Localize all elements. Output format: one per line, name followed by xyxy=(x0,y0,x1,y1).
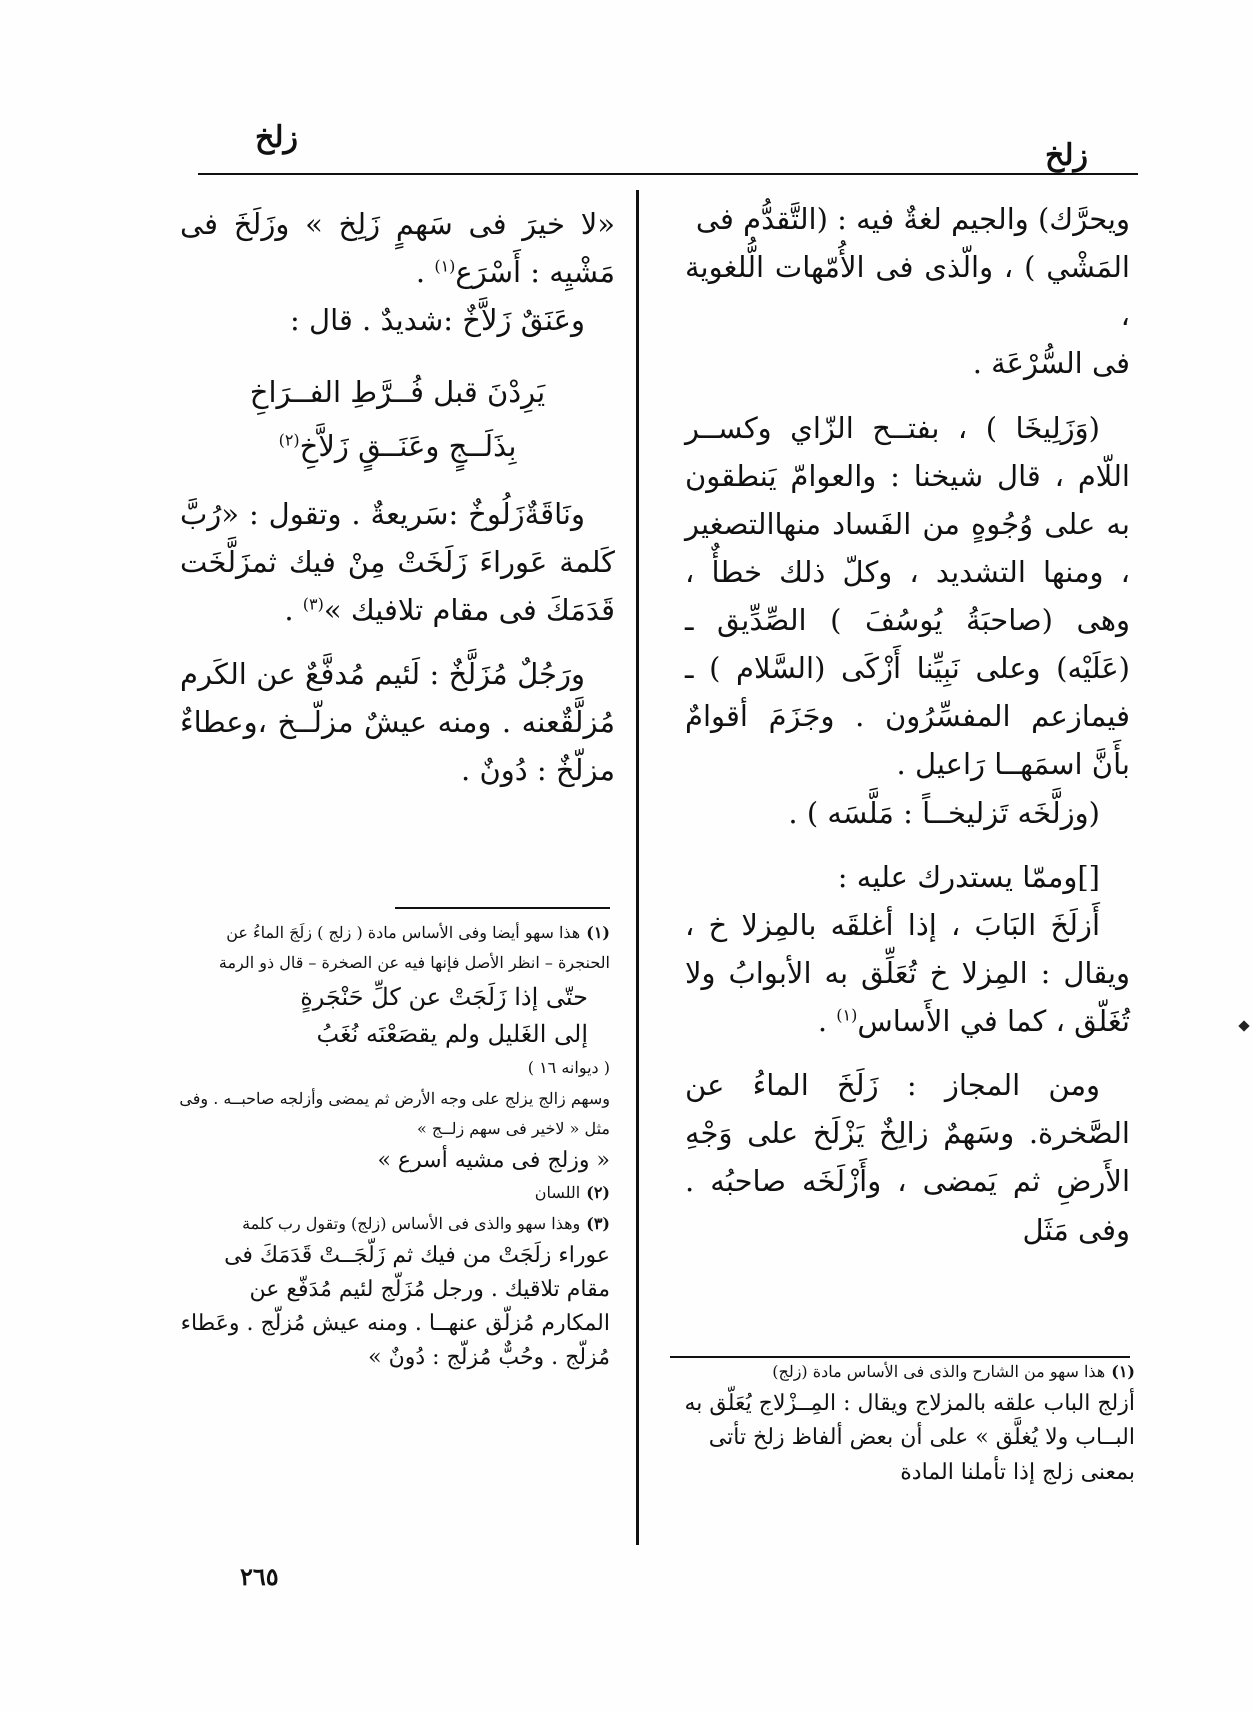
entry-azlakha xyxy=(685,901,1130,1045)
footnote-rule-left xyxy=(395,907,610,909)
entry-zallakha: (وزلَّخَه تَزليخــاً : مَلَّسَه ) . xyxy=(788,795,1100,830)
footnote-text: هذا سهو من الشارح والذى فى الأساس مادة (زلج) xyxy=(772,1362,1106,1381)
mustadrak-heading: []وممّا يستدرك عليه : xyxy=(837,859,1100,894)
entry-proverb xyxy=(180,200,615,296)
right-column xyxy=(685,195,1130,1254)
paragraph-text: «لا خيرَ فى سَهمٍ زَلِخ » وزَلَخَ فى مَشْيِه : أَسْرَع xyxy=(180,207,615,290)
entry-muzallakh: ورَجُلٌ مُزَلَّخٌ : لَئيم مُدفَّعٌ عن الكَرم مُزلَّقٌعنه . ومنه عيشٌ مزلّــخ ،وعطاءٌ مزلّخٌ : دُونٌ . xyxy=(180,657,615,788)
text-line: المَشْي ) ، والّذى فى الأُمّهات الُّلغوية ، xyxy=(685,250,1130,333)
footnotes-left xyxy=(175,918,610,1376)
footnote-number: (١) xyxy=(586,923,610,942)
footnote-ref: (١) xyxy=(836,1005,858,1025)
paragraph-text: ونَاقَةٌزَلُوخٌ :سَريعةٌ . وتقول : «رُبَّ كَلمة عَوراءَ زَلَخَتْ مِنْ فيك ثمزَلَّخَت قَدَمَكَ فى مقام تلافيك » xyxy=(180,496,615,627)
paragraph-end: . xyxy=(284,592,303,627)
footnote xyxy=(175,1209,610,1239)
footnote-number: (١) xyxy=(1111,1362,1135,1381)
entry-zalikha: (وَزَلِيخَا ) ، بفتــح الزّاي وكســر اللّام ، قال شيخنا : والعوامّ يَنطقون به على وُجُوهٍ من الفَساد منهاالتصغير ، ومنها التشديد ، وكلّ ذلك خطأٌ ، وهى (صاحبَةُ يُوسُفَ ) الصِّدِّيق ـ (عَلَيْه) وعلى نَبِيِّنا أَزْكَى (السَّلام ) ـ فيمازعم المفسِّرُون . وجَزَمَ أقوامٌ بأَنَّ اسمَهــا رَاعيل . xyxy=(685,410,1130,782)
footnote-source: ( ديوانه ١٦ ) xyxy=(527,1058,610,1078)
footnotes-right xyxy=(670,1357,1135,1490)
footnote-continuation: عوراء زلَجَتْ من فيك ثم زَلّجَــتْ قَدَمَكَ فى مقام تلاقيك . ورجل مُزَلّج لئيم مُدَفّع عن المكارم مُزلّق عنهــا . ومنه عيش مُزلّج . وعَطاء مُزلّج . وحُبٌّ مُزلّج : دُونٌ » xyxy=(180,1243,610,1371)
footnote-text: وهذا سهو والذى فى الأساس (زلج) وتقول رب كلمة xyxy=(242,1213,581,1233)
footnote-verse: حتّى إذا زَلَجَتْ عن كلِّ حَنْجَرةٍ xyxy=(300,982,588,1011)
paragraph-text: أَزلَخَ البَابَ ، إذا أغلقَه بالمِزلا خ ، ويقال : المِزلا خ تُعَلِّق به الأبوابُ ولا تُغَلّق ، كما في الأَساس xyxy=(685,907,1130,1038)
paragraph-end: . xyxy=(415,255,435,290)
verse-line xyxy=(180,420,615,474)
left-column xyxy=(180,200,615,794)
footnote-verse: إلى الغَليل ولم يقصَعْنَه نُغَبُ xyxy=(316,1019,588,1048)
footnote-text: هذا سهو أيضا وفى الأساس مادة ( زلج ) زلَجَ الماءُ عن الحنجرة – انظر الأصل فإنها فيه عن الصخرة – قال ذو الرمة xyxy=(218,923,610,973)
page-number: ٢٦٥ xyxy=(240,1562,279,1591)
footnote-ref: (٣) xyxy=(302,594,324,614)
footnote xyxy=(175,1178,610,1208)
text-line: فى السُّرْعَة . xyxy=(972,346,1130,381)
footnote-continuation: أزلج الباب علقه بالمزلاج ويقال : المِــزْلاج يُعَلّق به البــاب ولا يُغلَّق » على أن بعض ألفاظ زلخ تأتى بمعنى زلج إذا تأملنا المادة xyxy=(684,1391,1135,1485)
entry-anaq: وعَنَقٌ زَلاَّخٌ :شديدٌ . قال : xyxy=(290,303,585,338)
running-headword-left: زلخ xyxy=(255,120,298,155)
column-divider xyxy=(636,190,639,1545)
footnote-text: وسهم زالج يزلج على وجه الأرض ثم يمضى وأزلجه صاحبــه . وفى مثل « لاخير فى سهم زلــج » xyxy=(179,1088,610,1138)
text-line: ويحرَّك) والجيم لغةٌ فيه : (التَّقدُّم فى xyxy=(695,202,1130,236)
entry-naqa xyxy=(180,490,615,634)
entry-majaz: ومن المجاز : زَلَخَ الماءُ عن الصَّخرة. وسَهمٌ زالِخٌ يَزْلَخ على وَجْهِ الأَرضِ ثم يَمضى ، وأَزْلَخَه صاحبُه . وفى مَثَل xyxy=(685,1068,1130,1247)
footnote-ref: (٢) xyxy=(278,430,300,450)
verse-block xyxy=(180,366,615,473)
footnote-number: (٣) xyxy=(586,1213,610,1233)
footnote-number: (٢) xyxy=(586,1183,610,1203)
footnote-ref: (١) xyxy=(434,256,456,276)
running-headword-right: زلخ xyxy=(1045,138,1088,173)
margin-mark xyxy=(1238,1020,1249,1031)
footnote xyxy=(670,1357,1135,1387)
footnote-text: اللسان xyxy=(534,1183,581,1203)
verse-line: يَرِدْنَ قبل فُــرَّطِ الفــرَاخِ xyxy=(249,375,546,410)
footnote xyxy=(175,918,610,979)
paragraph-end: . xyxy=(817,1004,837,1038)
header-rule xyxy=(198,173,1138,175)
footnote-text: « وزلج فى مشيه أسرع » xyxy=(377,1148,610,1174)
verse-text: بِذَلَــجٍ وعَنَــقٍ زَلاَّخِ xyxy=(299,429,517,464)
